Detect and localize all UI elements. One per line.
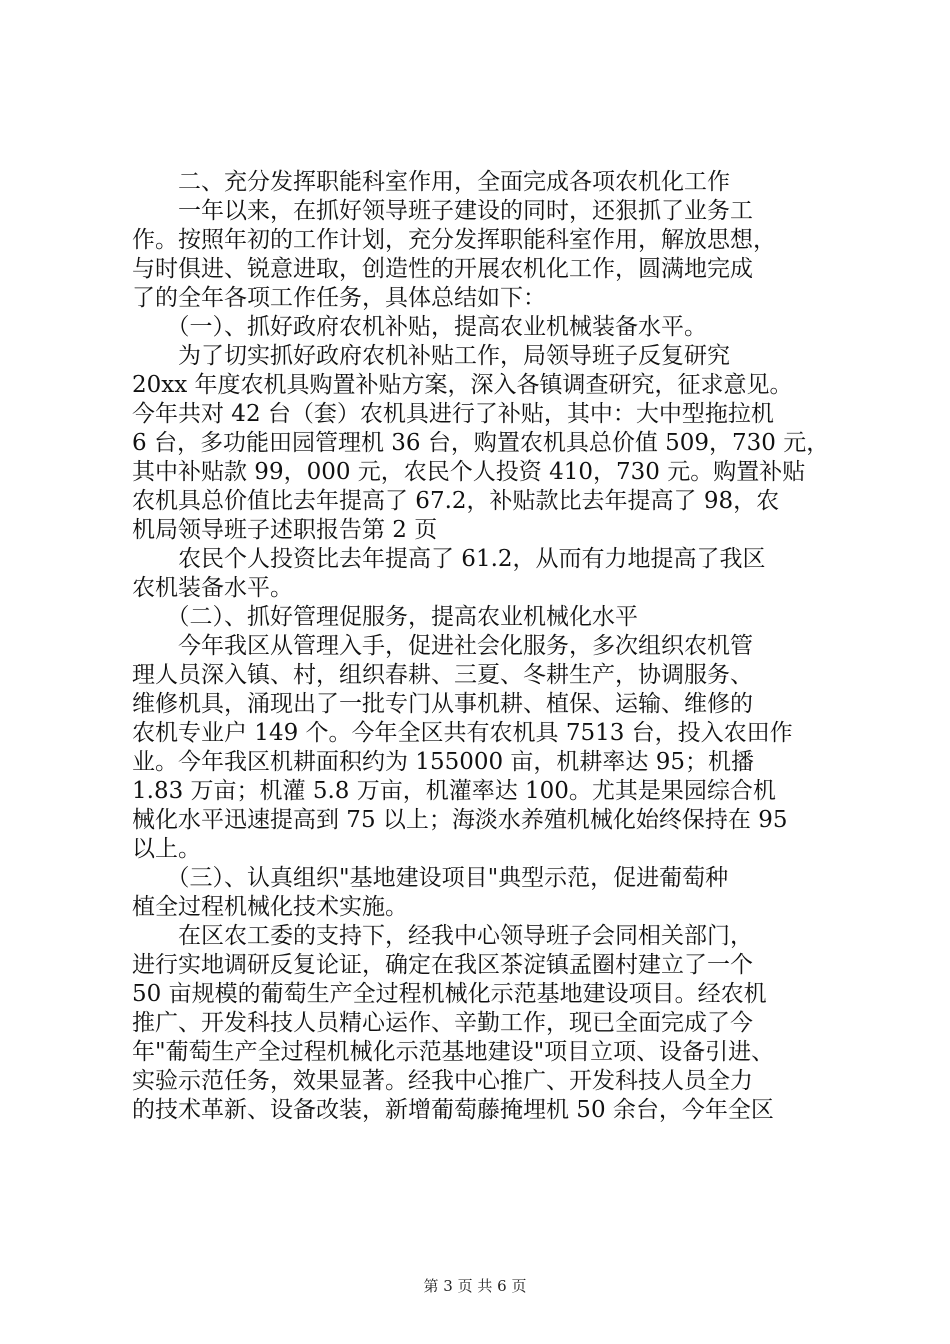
- paragraph-line: 业。今年我区机耕面积约为 155000 亩，机耕率达 95；机播: [132, 749, 754, 775]
- paragraph-line: 1.83 万亩；机灌 5.8 万亩，机灌率达 100。尤其是果园综合机: [132, 778, 776, 804]
- subsection-heading: （三）、认真组织"基地建设项目"典型示范，促进葡萄种: [132, 865, 729, 891]
- page-number: 第 3 页 共 6 页: [423, 1277, 527, 1295]
- paragraph-line: 在区农工委的支持下，经我中心领导班子会同相关部门，: [132, 923, 753, 949]
- paragraph-line: 维修机具，涌现出了一批专门从事机耕、植保、运输、维修的: [132, 691, 753, 717]
- paragraph-line: 植全过程机械化技术实施。: [132, 894, 408, 920]
- paragraph-line: 推广、开发科技人员精心运作、辛勤工作，现已全面完成了今: [132, 1010, 753, 1036]
- paragraph-line: 作。按照年初的工作计划，充分发挥职能科室作用，解放思想，: [132, 227, 776, 253]
- paragraph-line: 农机装备水平。: [132, 575, 293, 601]
- paragraph-line: 了的全年各项工作任务，具体总结如下：: [132, 285, 546, 311]
- paragraph-line: 理人员深入镇、村，组织春耕、三夏、冬耕生产，协调服务、: [132, 662, 753, 688]
- paragraph-line: 实验示范任务，效果显著。经我中心推广、开发科技人员全力: [132, 1068, 753, 1094]
- page-footer: [0, 1276, 950, 1296]
- paragraph-line: 与时俱进、锐意进取，创造性的开展农机化工作，圆满地完成: [132, 256, 753, 282]
- document-body: [132, 168, 832, 1125]
- paragraph-line: 为了切实抓好政府农机补贴工作，局领导班子反复研究: [132, 343, 730, 369]
- paragraph-line: 其中补贴款 99，000 元，农民个人投资 410，730 元。购置补贴: [132, 459, 806, 485]
- paragraph-line: 6 台，多功能田园管理机 36 台，购置农机具总价值 509，730 元，: [132, 430, 830, 456]
- paragraph-line: 年"葡萄生产全过程机械化示范基地建设"项目立项、设备引进、: [132, 1039, 775, 1065]
- paragraph-line: 今年共对 42 台（套）农机具进行了补贴，其中：大中型拖拉机: [132, 401, 774, 427]
- paragraph-line: 械化水平迅速提高到 75 以上；海淡水养殖机械化始终保持在 95: [132, 807, 788, 833]
- section-heading: 二、充分发挥职能科室作用，全面完成各项农机化工作: [132, 169, 730, 195]
- paragraph-line: 20xx 年度农机具购置补贴方案，深入各镇调查研究，征求意见。: [132, 372, 793, 398]
- paragraph-line: 农民个人投资比去年提高了 61.2，从而有力地提高了我区: [132, 546, 766, 572]
- paragraph-line: 一年以来，在抓好领导班子建设的同时，还狠抓了业务工: [132, 198, 753, 224]
- subsection-heading: （一）、抓好政府农机补贴，提高农业机械装备水平。: [132, 314, 707, 340]
- paragraph-line: 进行实地调研反复论证，确定在我区茶淀镇孟圈村建立了一个: [132, 952, 753, 978]
- paragraph-line: 的技术革新、设备改装，新增葡萄藤掩埋机 50 余台，今年全区: [132, 1097, 774, 1123]
- paragraph-line: 农机专业户 149 个。今年全区共有农机具 7513 台，投入农田作: [132, 720, 793, 746]
- paragraph-line: 农机具总价值比去年提高了 67.2，补贴款比去年提高了 98，农: [132, 488, 780, 514]
- paragraph-line: 50 亩规模的葡萄生产全过程机械化示范基地建设项目。经农机: [132, 981, 767, 1007]
- paragraph-line: 今年我区从管理入手，促进社会化服务，多次组织农机管: [132, 633, 753, 659]
- subsection-heading: （二）、抓好管理促服务，提高农业机械化水平: [132, 604, 638, 630]
- paragraph-line: 以上。: [132, 836, 201, 862]
- paragraph-line: 机局领导班子述职报告第 2 页: [132, 517, 438, 543]
